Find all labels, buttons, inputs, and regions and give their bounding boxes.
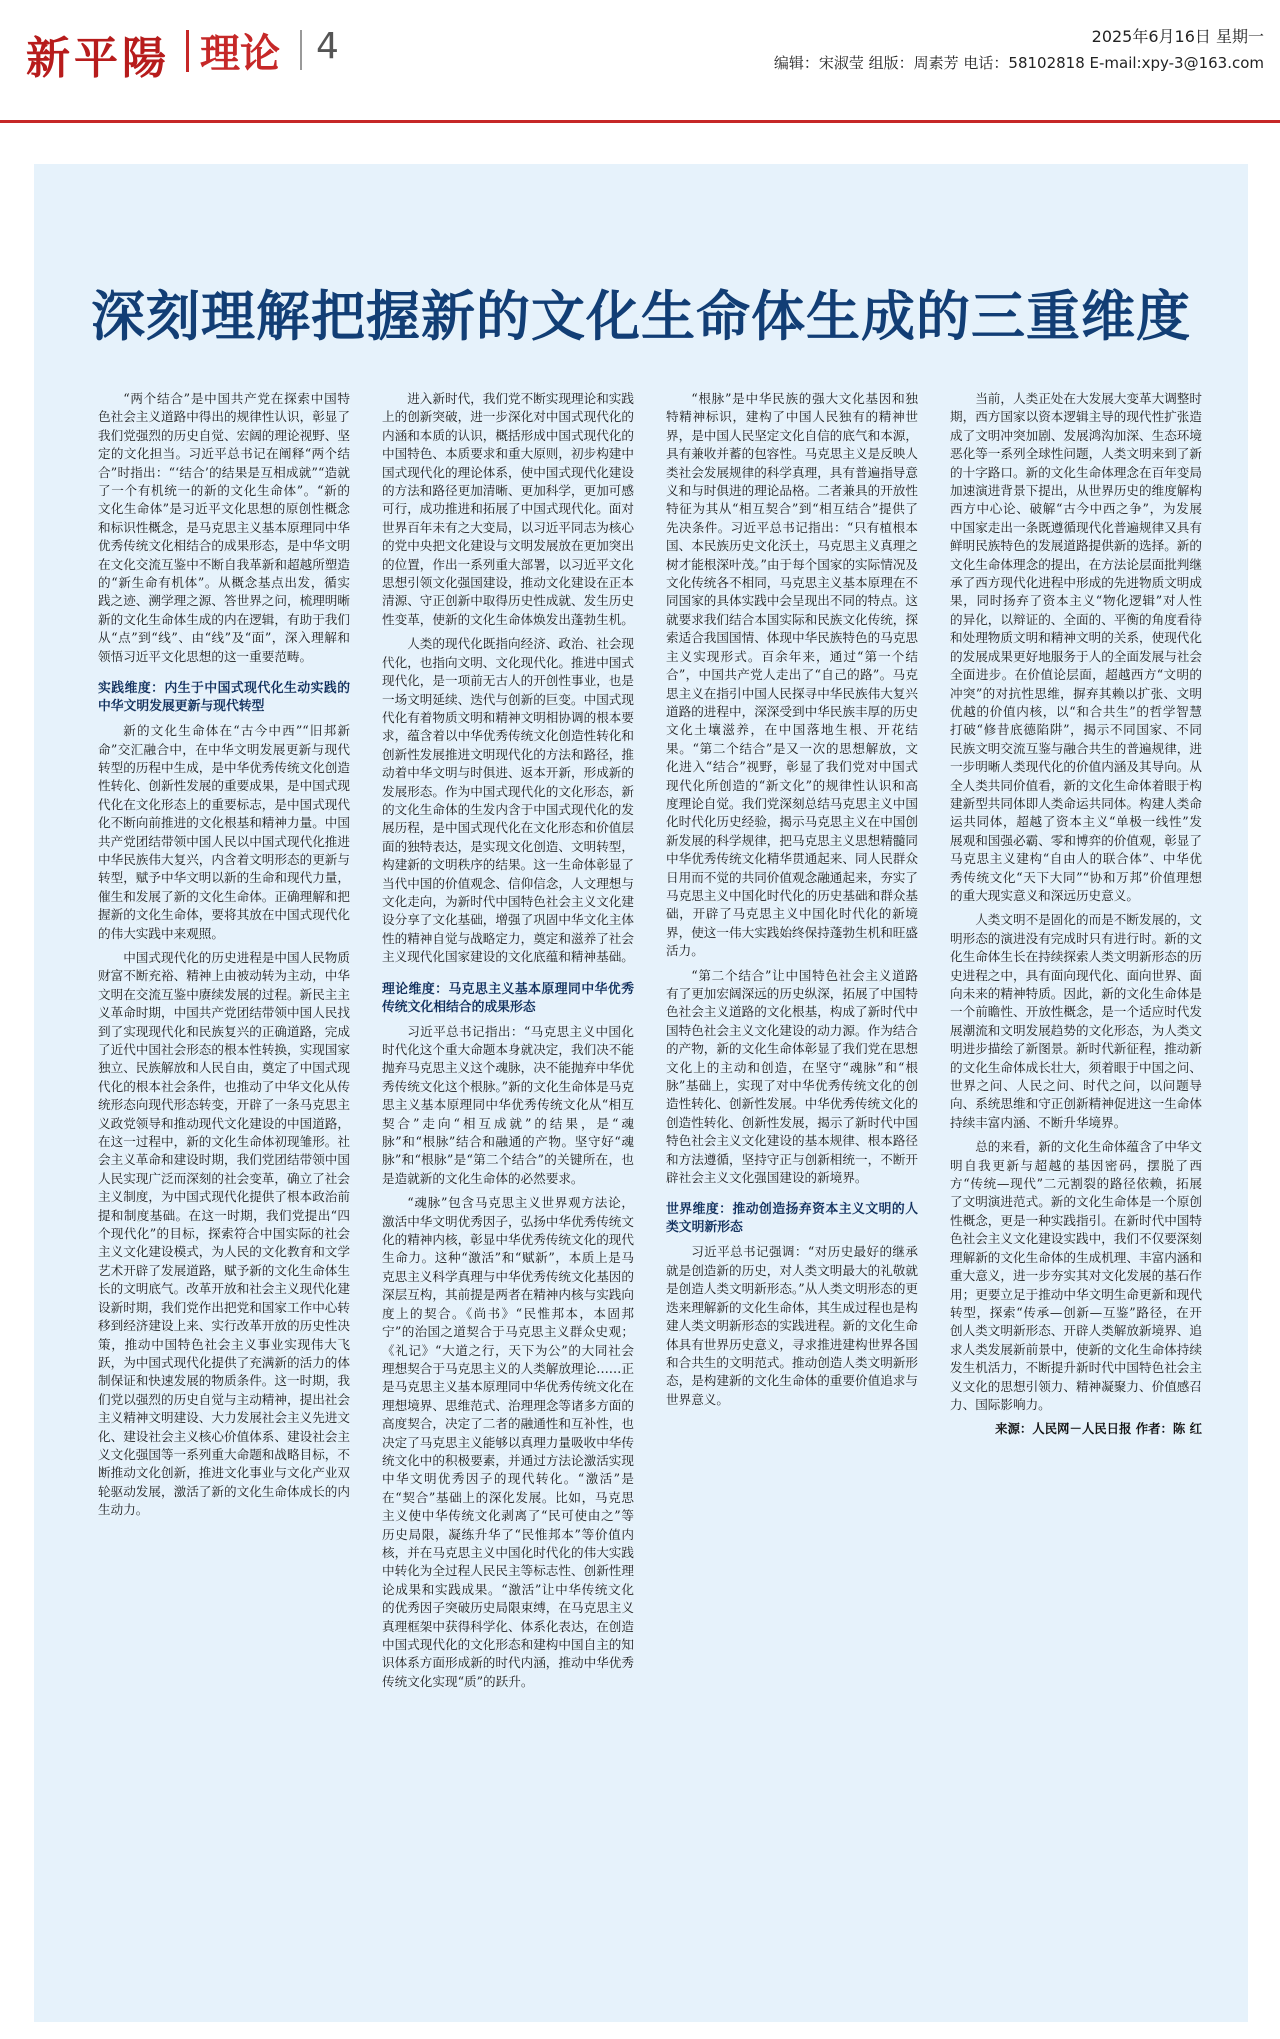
paragraph: 当前，人类正处在大发展大变革大调整时期，西方国家以资本逻辑主导的现代性扩张造成了文明冲突加剧、发展鸿沟加深、生态环境恶化等一系列全球性问题，人类文明来到了新的十字路口。新的文化生命体理念在百年变局加速演进背景下提出，从世界历史的维度解构西方中心论、破解“古今中西之争”，为发展中国家走出一条既遵循现代化普遍规律又具有鲜明民族特色的发展道路提供新的选择。新的文化生命体理念的提出，在方法论层面批判继承了西方现代化进程中形成的先进物质文明成果，同时扬弃了资本主义“物化逻辑”对人性的异化，以辩证的、全面的、平衡的角度看待和处理物质文明和精神文明的关系，使现代化的发展成果更好地服务于人的全面发展与社会全面进步。在价值论层面，超越西方“文明的冲突”的对抗性思维，摒弃其赖以扩张、文明优越的价值内核，以“和合共生”的哲学智慧打破“修昔底德陷阱”，揭示不同国家、不同民族文明交流互鉴与融合共生的普遍规律，进一步明晰人类现代化的价值内涵及其导向。从全人类共同价值看，新的文化生命体着眼于构建新型共同体即人类命运共同体。构建人类命运共同体，超越了资本主义“单极一线性”发展观和国强必霸、零和博弈的价值观，彰显了马克思主义建构“自由人的联合体”、中华优秀传统文化“天下大同”“协和万邦”价值理想的重大现实意义和深远历史意义。: [950, 391, 1202, 903]
page-number: 4: [316, 26, 339, 67]
text-column-2: [382, 390, 634, 1970]
article-source: 来源：人民网－人民日报 作者：陈 红: [995, 1421, 1202, 1437]
paragraph: 人类的现代化既指向经济、政治、社会现代化，也指向文明、文化现代化。推进中国式现代化，是一项前无古人的开创性事业，也是一场文明延续、迭代与创新的巨变。中国式现代化有着物质文明和精神文明相协调的根本要求，蕴含着以中华优秀传统文化创造性转化和创新性发展推进文明现代化的方法和路径，推动着中华文明与时俱进、返本开新，形成新的发展形态。作为中国式现代化的文化形态，新的文化生命体的生发内含于中国式现代化的发展历程，是中国式现代化在文化形态和价值层面的独特表达，是实现文化创造、文明转型，构建新的文明秩序的结果。这一生命体彰显了当代中国的价值观念、信仰信念，人文理想与文化走向，为新时代中国特色社会主义文化建设分享了文化基础，增强了巩固中华文化主体性的精神自觉与战略定力，奠定和滋养了社会主义现代化国家建设的文化底蕴和精神基础。: [382, 636, 634, 965]
paragraph: “第二个结合”让中国特色社会主义道路有了更加宏阔深远的历史纵深，拓展了中国特色社会主义道路的文化根基，构成了新时代中国特色社会主义文化建设的动力源。作为结合的产物，新的文化生命体彰显了我们党在思想文化上的主动和创造，在坚守“魂脉”和“根脉”基础上，实现了对中华优秀传统文化的创造性转化、创新性发展。中华优秀传统文化的创造性转化、创新性发展，揭示了新时代中国特色社会主义文化建设的基本规律、根本路径和方法遵循，坚持守正与创新相统一，不断开辟社会主义文化强国建设的新境界。: [666, 967, 918, 1186]
editors-line: 编辑：宋淑莹 组版：周素芳 电话：58102818 E-mail:xpy-3@163.com: [773, 54, 1264, 72]
paragraph: 中国式现代化的历史进程是中国人民物质财富不断充裕、精神上由被动转为主动，中华文明在交流互鉴中赓续发展的过程。新民主主义革命时期，中国共产党团结带领中国人民找到了实现现代化和民族复兴的正确道路，完成了近代中国社会形态的根本性转换，实现国家独立、民族解放和人民自由，奠定了中国式现代化的根本社会条件，也推动了中华文化从传统形态向现代形态转变，开辟了一条马克思主义政党领导和推动现代文化建设的中国道路，在这一过程中，新的文化生命体初现雏形。社会主义革命和建设时期，我们党团结带领中国人民实现广泛而深刻的社会变革，确立了社会主义制度，为中国式现代化提供了根本政治前提和制度基础。在这一时期，我们党提出“四个现代化”的目标，探索符合中国实际的社会主义文化建设模式，为人民的文化教育和文学艺术开辟了发展道路，赋予新的文化生命体生长的文明底气。改革开放和社会主义现代化建设新时期，我们党作出把党和国家工作中心转移到经济建设上来、实行改革开放的历史性决策，推动中国特色社会主义事业实现伟大飞跃，为中国式现代化提供了充满新的活力的体制保证和快速发展的物质条件。这一时期，我们党以强烈的历史自觉与主动精神，提出社会主义精神文明建设、大力发展社会主义先进文化、建设社会主义核心价值体系、建设社会主义文化强国等一系列重大命题和战略目标，不断推动文化创新，推进文化事业与文化产业双轮驱动发展，激活了新的文化生命体成长的内生动力。: [98, 949, 350, 1518]
masthead: [0, 0, 1280, 128]
paragraph: 新的文化生命体在“古今中西”“旧邦新命”交汇融合中，在中华文明发展更新与现代转型的历程中生成，是中华优秀传统文化创造性转化、创新性发展的重要成果，是中国式现代化在文化形态上的重要标志，是中国式现代化不断向前推进的文化根基和精神力量。中国共产党团结带领中国人民以中国式现代化推进中华民族伟大复兴，内含着文明形态的更新与转型，赋予中华文明以新的生命和现代力量，催生和发展了新的文化生命体。正确理解和把握新的文化生命体，要将其放在中国式现代化的伟大实践中来观照。: [98, 723, 350, 941]
text-column-3: [666, 390, 918, 1970]
paragraph: 总的来看，新的文化生命体蕴含了中华文明自我更新与超越的基因密码，摆脱了西方“传统—现代”二元割裂的路径依赖，拓展了文明演进范式。新的文化生命体是一个原创性概念，更是一种实践指引。在新时代中国特色社会主义文化建设实践中，我们不仅要深刻理解新的文化生命体的生成机理、丰富内涵和重大意义，进一步夯实其对文化发展的基石作用；更要立足于推动中华文明生命更新和现代转型，探索“传承—创新—互鉴”路径，在开创人类文明新形态、开辟人类解放新境界、追求人类发展新前景中，使新的文化生命体持续发生机活力，不断提升新时代中国特色社会主义文化的思想引领力、精神凝聚力、价值感召力、国际影响力。: [950, 1139, 1202, 1412]
paragraph: 进入新时代，我们党不断实现理论和实践上的创新突破，进一步深化对中国式现代化的内涵和本质的认识，概括形成中国式现代化的中国特色、本质要求和重大原则，初步构建中国式现代化的理论体系，使中国式现代化建设的方法和路径更加清晰、更加科学，更加可感可行，成功推进和拓展了中国式现代化。面对世界百年未有之大变局，以习近平同志为核心的党中央把文化建设与文明发展放在更加突出的位置，作出一系列重大部署，以习近平文化思想引领文化强国建设，推动文化建设在正本清源、守正创新中取得历史性成就、发生历史性变革，使新的文化生命体焕发出蓬勃生机。: [382, 391, 634, 627]
paragraph: 习近平总书记指出：“马克思主义中国化时代化这个重大命题本身就决定，我们决不能抛弃马克思主义这个魂脉，决不能抛弃中华优秀传统文化这个根脉。”新的文化生命体是马克思主义基本原理同中华优秀传统文化从“相互契合”走向“相互成就”的结果，是“魂脉”和“根脉”结合和融通的产物。坚守好“魂脉”和“根脉”是“第二个结合”的关键所在，也是造就新的文化生命体的必然要求。: [382, 1023, 634, 1186]
section-name: 理论: [200, 31, 280, 77]
paragraph: 习近平总书记强调：“对历史最好的继承就是创造新的历史，对人类文明最大的礼敬就是创造人类文明新形态。”从人类文明形态的更迭来理解新的文化生命体，其生成过程也是构建人类文明新形态的实践进程。新的文化生命体具有世界历史意义，寻求推进建构世界各国和合共生的文明范式。推动创造人类文明新形态，是构建新的文化生命体的重要价值追求与世界意义。: [666, 1244, 918, 1407]
masthead-rule: [0, 120, 1280, 123]
text-column-1: [98, 390, 350, 1970]
paragraph: 人类文明不是固化的而是不断发展的，文明形态的演进没有完成时只有进行时。新的文化生命体生长在持续探索人类文明新形态的历史进程之中，具有面向现代化、面向世界、面向未来的精神特质。因此，新的文化生命体是一个前瞻性、开放性概念，是一个适应时代发展潮流和文明发展趋势的文化形态，为人类文明进步描绘了新图景。新时代新征程，推动新的文化生命体成长壮大，须着眼于中国之问、世界之问、人民之问、时代之问，以问题导向、系统思维和守正创新精神促进这一生命体持续丰富内涵、不断升华境界。: [950, 912, 1202, 1130]
intro-paragraph: “两个结合”是中国共产党在探索中国特色社会主义道路中得出的规律性认识，彰显了我们党强烈的历史自觉、宏阔的理论视野、坚定的文化担当。习近平总书记在阐释“两个结合”时指出：“‘结合’的结果是互相成就”“造就了一个有机统一的新的文化生命体”。“新的文化生命体”是习近平文化思想的原创性概念和标识性概念，是马克思主义基本原理同中华优秀传统文化相结合的成果形态，是中华文明在文化交流互鉴中不断自我革新和超越所塑造的“新生命有机体”。从概念基点出发，循实践之迹、溯学理之源、答世界之问，梳理明晰新的文化生命体生成的内在逻辑，有助于我们从“点”到“线”、由“线”及“面”，深入理解和领悟习近平文化思想的这一重要范畴。: [98, 391, 350, 664]
section-heading-theory: 理论维度：马克思主义基本原理同中华优秀传统文化相结合的成果形态: [382, 981, 634, 1015]
masthead-divider: [186, 30, 189, 72]
paragraph: “魂脉”包含马克思主义世界观方法论，激活中华文明优秀因子，弘扬中华优秀传统文化的精神内核，彰显中华优秀传统文化的现代生命力。这种“激活”和“赋新”，本质上是马克思主义科学真理与中华优秀传统文化基因的深层互构，其前提是两者在精神内核与实践向度上的契合。《尚书》“民惟邦本，本固邦宁”的治国之道契合于马克思主义群众史观；《礼记》“大道之行，天下为公”的大同社会理想契合于马克思主义的人类解放理论……正是马克思主义基本原理同中华优秀传统文化在理想境界、思维范式、治理理念等诸多方面的高度契合，决定了二者的融通性和互补性，也决定了马克思主义能够以真理力量吸收中华传统文化中的积极要素，并通过方法论激活实现中华文明优秀因子的现代转化。“激活”是在“契合”基础上的深化发展。比如，马克思主义使中华传统文化剥离了“民可使由之”等历史局限，凝练升华了“民惟邦本”等价值内核，并在马克思主义中国化时代化的伟大实践中转化为全过程人民民主等标志性、创新性理论成果和实践成果。“激活”让中华传统文化的优秀因子突破历史局限束缚，在马克思主义真理框架中获得科学化、体系化表达，在创造中国式现代化的文化形态和建构中国自主的知识体系方面形成新的时代内涵，推动中华优秀传统文化实现“质”的跃升。: [382, 1195, 634, 1689]
article-body: [98, 390, 1202, 1970]
article-panel: [34, 164, 1248, 2022]
section-heading-practice: 实践维度：内生于中国式现代化生动实践的中华文明发展更新与现代转型: [98, 681, 350, 715]
newspaper-logo: 新平陽: [26, 33, 170, 84]
text-column-4: [950, 390, 1202, 1970]
article-title: 深刻理解把握新的文化生命体生成的三重维度: [91, 285, 1191, 348]
issue-date: 2025年6月16日 星期一: [1091, 27, 1264, 46]
masthead-divider: [300, 30, 302, 70]
paragraph: “根脉”是中华民族的强大文化基因和独特精神标识，建构了中国人民独有的精神世界，是中国人民坚定文化自信的底气和本源，具有兼收并蓄的包容性。马克思主义是反映人类社会发展规律的科学真理，具有普遍指导意义和与时俱进的理论品格。二者兼具的开放性特征为其从“相互契合”到“相互结合”提供了先决条件。习近平总书记指出：“只有植根本国、本民族历史文化沃土，马克思主义真理之树才能根深叶茂。”由于每个国家的实际情况及文化传统各不相同，马克思主义基本原理在不同国家的具体实践中会呈现出不同的特点。这就要求我们结合本国实际和民族文化传统，探索适合我国国情、体现中华民族特色的马克思主义实现形式。百余年来，通过“第一个结合”，中国共产党人走出了“自己的路”。马克思主义在指引中国人民探寻中华民族伟大复兴道路的进程中，深深受到中华民族丰厚的历史文化土壤滋养，在中国落地生根、开花结果。“第二个结合”是又一次的思想解放，文化进入“结合”视野，彰显了我们党对中国式现代化所创造的“新文化”的规律性认识和高度理论自觉。我们党深刻总结马克思主义中国化时代化历史经验，揭示马克思主义在中国创新发展的科学规律，把马克思主义思想精髓同中华优秀传统文化精华贯通起来、同人民群众日用而不觉的共同价值观念融通起来，夯实了马克思主义中国化时代化的历史基础和群众基础，开辟了马克思主义中国化时代化的新境界，使这一伟大实践始终保持蓬勃生机和旺盛活力。: [666, 391, 918, 959]
section-heading-world: 世界维度：推动创造扬弃资本主义文明的人类文明新形态: [666, 1202, 918, 1236]
